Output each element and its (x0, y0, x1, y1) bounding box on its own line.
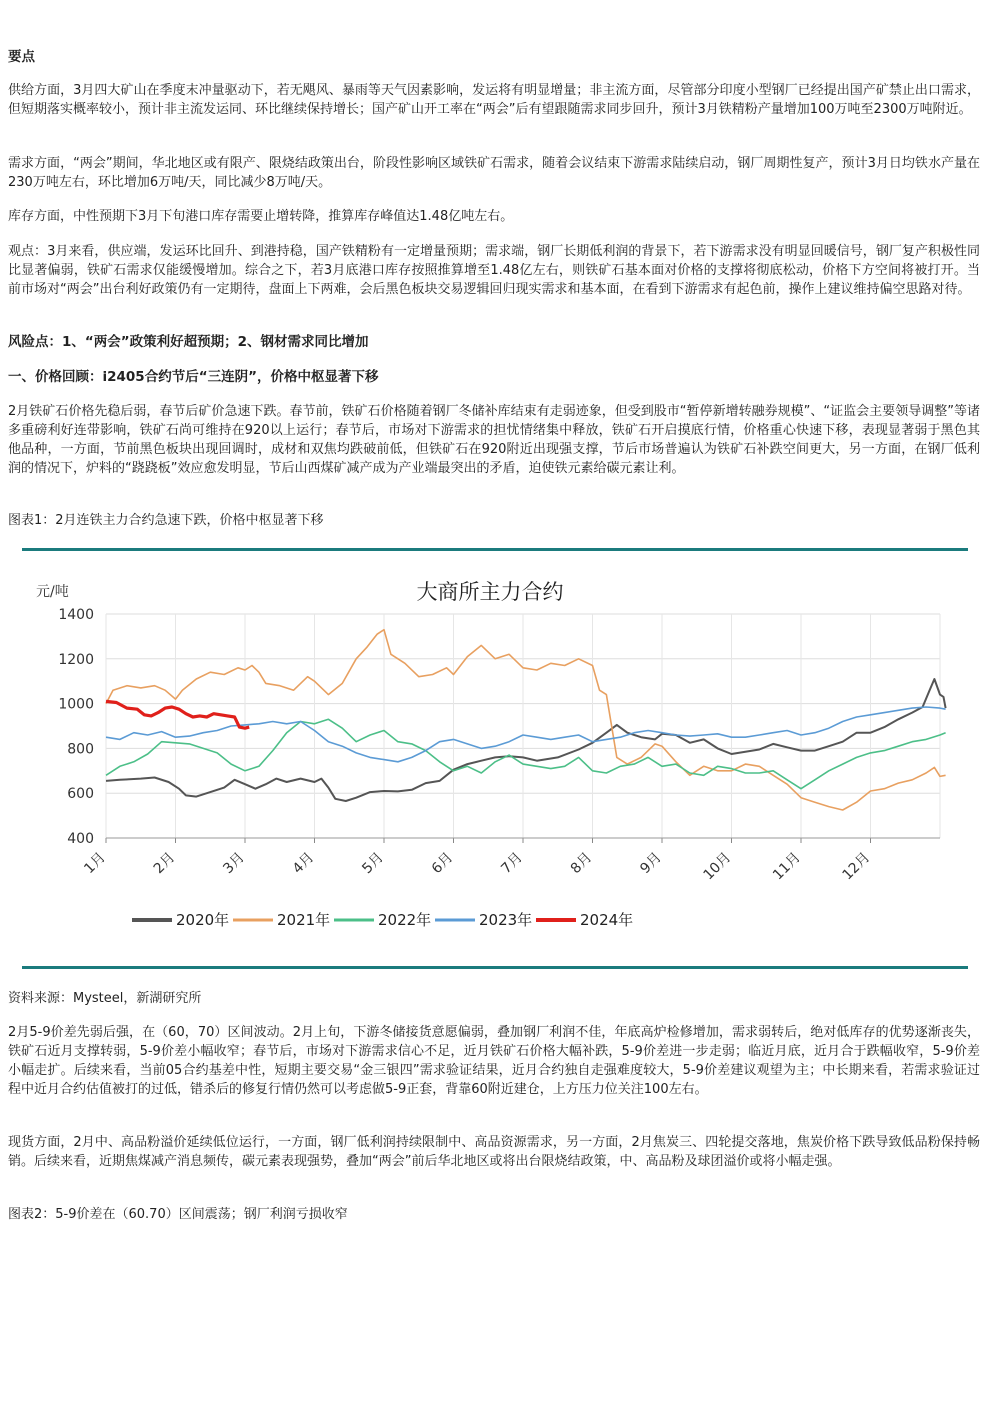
section1-heading: 一、价格回顾：i2405合约节后“三连阴”，价格中枢显著下移 (8, 369, 379, 385)
x-tick-label: 4月 (289, 849, 318, 878)
chart-bottom-rule (22, 966, 968, 969)
legend-label: 2022年 (378, 911, 432, 929)
x-tick-label: 12月 (839, 849, 874, 884)
x-tick-label: 9月 (637, 849, 665, 878)
chart-legend (132, 911, 633, 929)
y-tick-label: 800 (67, 741, 94, 758)
legend-label: 2020年 (176, 911, 230, 929)
data-source-note: 资料来源：Mysteel，新湖研究所 (8, 991, 202, 1006)
series-layer (106, 630, 946, 810)
inventory-paragraph: 库存方面，中性预期下3月下旬港口库存需要止增转降，推算库存峰值达1.48亿吨左右。 (8, 209, 514, 224)
x-tick-label: 10月 (700, 849, 735, 884)
view-paragraph: 观点：3月来看，供应端，发运环比回升、到港持稳，国产铁精粉有一定增量预期；需求端，钢厂长期低利润的背景下，若下游需求没有明显回暖信号，钢厂复产积极性同比显著偏弱，铁矿石需求仅能缓慢增加。综合之下，若3月底港口库存按照推算增至1.48亿左右，则铁矿石基本面对价格的支撑将彻底松动，价格下方空间将被打开。当前市场对“两会”出台利好政策仍有一定期待，盘面上下两难，会后黑色板块交易逻辑回归现实需求和基本面，在看到下游需求有起色前，操作上建议维持偏空思路对待。 (8, 244, 980, 297)
x-tick-label: 5月 (359, 849, 387, 878)
x-tick-label: 7月 (498, 849, 526, 878)
figure2-caption: 图表2：5-9价差在（60.70）区间震荡；钢厂利润亏损收窄 (8, 1207, 348, 1222)
spot-paragraph: 现货方面，2月中、高品粉溢价延续低位运行，一方面，钢厂低利润持续限制中、高品资源需求，另一方面，2月焦炭三、四轮提交落地，焦炭价格下跌导致低品粉保持畅销。后续来看，近期焦煤减产消息频传，碳元素表现强势，叠加“两会”前后华北地区或将出台限烧结政策，中、高品粉及球团溢价或将小幅走强。 (8, 1135, 980, 1169)
figure1-caption: 图表1：2月连铁主力合约急速下跌，价格中枢显著下移 (8, 513, 324, 528)
legend-label: 2024年 (580, 911, 634, 929)
price-review-paragraph: 2月铁矿石价格先稳后弱，春节后矿价急速下跌。春节前，铁矿石价格随着钢厂冬储补库结束有走弱迹象，但受到股市“暂停新增转融券规模”、“证监会主要领导调整”等诸多重磅利好连带影响，铁矿石尚可维持在920以上运行；春节后，市场对下游需求的担忧情绪集中释放，铁矿石开启摸底行情，价格重心快速下移，表现显著弱于黑色其他品种，一方面，节前黑色板块出现回调时，成材和双焦均跌破前低，但铁矿石在920附近出现强支撑，节后市场普遍认为铁矿石补跌空间更大，另一方面，在钢厂低利润的情况下，炉料的“跷跷板”效应愈发明显，节后山西煤矿减产成为产业端最突出的矛盾，迫使铁元素给碳元素让利。 (8, 404, 980, 476)
legend-label: 2023年 (479, 911, 533, 929)
y-tick-label: 400 (67, 831, 94, 847)
series-line-5 (106, 701, 249, 728)
demand-paragraph: 需求方面，“两会”期间，华北地区或有限产、限烧结政策出台，阶段性影响区域铁矿石需求，随着会议结束下游需求陆续启动，钢厂周期性复产，预计3月日均铁水产量在230万吨左右，环比增加6万吨/天，同比减少8万吨/天。 (8, 156, 980, 190)
y-axis-unit-label: 元/吨 (36, 584, 69, 600)
y-tick-label: 600 (67, 786, 94, 803)
y-tick-label: 1000 (58, 696, 94, 713)
dce-main-contract-chart (22, 563, 968, 948)
y-tick-label: 1400 (58, 607, 94, 623)
x-tick-label: 3月 (220, 849, 248, 878)
spread-paragraph: 2月5-9价差先弱后强，在（60，70）区间波动。2月上旬，下游冬储接货意愿偏弱，叠加钢厂利润不佳，年底高炉检修增加，需求弱转后，绝对低库存的优势逐渐丧失，铁矿石近月支撑转弱，5-9价差小幅收窄；春节后，市场对下游需求信心不足，近月铁矿石价格大幅补跌，5-9价差进一步走弱；临近月底，近月合于跌幅收窄，5-9价差小幅走扩。后续来看，当前05合约基差中性，短期主要交易“金三银四”需求验证结果，近月合约独自走强难度较大，5-9价差建议观望为主；中长期来看，若需求验证过程中近月合约估值被打的过低，错杀后的修复行情仍然可以考虑做5-9正套，背靠60附近建仓，上方压力位关注100左右。 (8, 1025, 980, 1097)
series-line-3 (106, 719, 946, 788)
y-tick-label: 1200 (58, 651, 94, 668)
x-tick-label: 1月 (81, 849, 109, 878)
chart-top-rule (22, 548, 968, 551)
chart-title: 大商所主力合约 (416, 580, 564, 604)
key-points-title: 要点 (8, 49, 35, 65)
series-line-1 (106, 679, 946, 801)
legend-label: 2021年 (277, 911, 331, 929)
x-tick-label: 2月 (150, 849, 179, 878)
x-tick-label: 11月 (770, 849, 804, 884)
supply-paragraph: 供给方面，3月四大矿山在季度末冲量驱动下，若无飓风、暴雨等天气因素影响，发运将有明显增量；非主流方面，尽管部分印度小型钢厂已经提出国产矿禁止出口需求，但短期落实概率较小，预计非主流发运同、环比继续保持增长；国产矿山开工率在“两会”后有望跟随需求同步回升，预计3月铁精粉产量增加100万吨至2300万吨附近。 (8, 83, 980, 117)
x-tick-label: 8月 (567, 849, 596, 878)
chart-svg (22, 563, 968, 948)
risk-points-heading: 风险点：1、“两会”政策利好超预期；2、钢材需求同比增加 (8, 334, 369, 350)
x-tick-label: 6月 (428, 849, 457, 878)
